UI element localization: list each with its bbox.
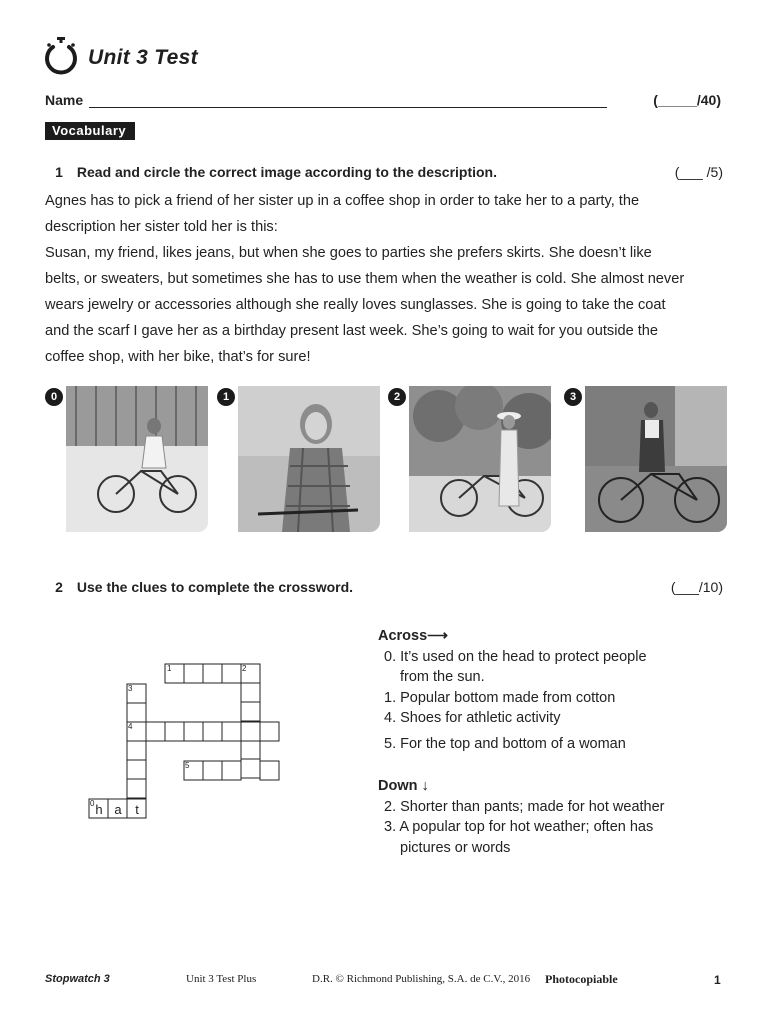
crossword-cell[interactable]	[241, 759, 260, 778]
across-heading: Across⟶	[378, 628, 448, 644]
crossword-cell[interactable]	[127, 703, 146, 722]
total-score: (_____/40)	[653, 92, 721, 108]
name-field[interactable]	[89, 107, 607, 108]
down-clue: 3. A popular top for hot weather; often has	[384, 819, 654, 835]
photo-woman-sunglasses-bike[interactable]	[66, 386, 208, 532]
arrow-down-icon: ↓	[421, 778, 429, 794]
photo-label-2: 2	[388, 388, 406, 406]
question-1-number: 1	[55, 164, 63, 180]
footer-copyright: D.R. © Richmond Publishing, S.A. de C.V., 2016	[312, 973, 531, 985]
crossword-cell[interactable]	[260, 761, 279, 780]
passage-line: and the scarf I gave her as a birthday present last week. She’s going to wait for you outside the	[45, 323, 659, 339]
crossword-cell[interactable]	[260, 722, 279, 741]
crossword-cell[interactable]	[127, 741, 146, 760]
footer-brand: Stopwatch 3	[45, 973, 110, 985]
crossword-number-1: 1	[167, 664, 172, 673]
question-1-instruction: Read and circle the correct image according to the description.	[76, 164, 497, 180]
crossword-cell[interactable]	[127, 760, 146, 779]
across-clue: 5. For the top and bottom of a woman	[384, 735, 626, 752]
photo-woman-hat-bike[interactable]	[409, 386, 551, 532]
crossword-cell[interactable]	[165, 722, 184, 741]
crossword-cell[interactable]	[241, 683, 260, 702]
crossword-cell[interactable]	[241, 740, 260, 759]
crossword-cell[interactable]	[241, 722, 260, 741]
arrow-right-icon: ⟶	[427, 628, 448, 644]
question-1-heading	[45, 164, 723, 180]
crossword-cell[interactable]	[127, 779, 146, 798]
crossword-cell[interactable]	[222, 722, 241, 741]
crossword-cell[interactable]	[184, 722, 203, 741]
crossword-cell[interactable]	[146, 722, 165, 741]
footer-photocopiable: Photocopiable	[545, 972, 618, 986]
across-clue: 4. Shoes for athletic activity	[384, 710, 561, 726]
section-label-vocabulary: Vocabulary	[45, 122, 135, 140]
across-clue: 0. It’s used on the head to protect people	[384, 648, 647, 665]
across-clue: 1. Popular bottom made from cotton	[384, 689, 616, 706]
passage-line: belts, or sweaters, but sometimes she has to use them when the weather is cold. She almost never	[45, 271, 685, 287]
stopwatch-logo-icon	[44, 36, 78, 76]
down-clue: 2. Shorter than pants; made for hot weather	[384, 798, 665, 815]
question-2-number: 2	[55, 579, 63, 595]
crossword-number-3: 3	[128, 684, 133, 693]
footer-test-name: Unit 3 Test Plus	[186, 973, 257, 985]
passage-line: coffee shop, with her bike, that’s for sure!	[45, 349, 311, 365]
crossword-grid	[85, 660, 285, 830]
question-2-heading	[45, 579, 723, 595]
question-1-score: (___ /5)	[674, 164, 723, 180]
crossword-letter: a	[114, 802, 122, 817]
crossword-letter: t	[135, 802, 139, 817]
photo-label-3: 3	[564, 388, 582, 406]
question-2-score: (___/10)	[670, 579, 723, 595]
crossword-number-0: 0	[90, 799, 95, 808]
question-2-instruction: Use the clues to complete the crossword.	[76, 579, 354, 595]
passage-line: wears jewelry or accessories although she really loves sunglasses. She is going to take the coat	[45, 297, 666, 313]
crossword-cell[interactable]	[222, 761, 241, 780]
name-label: Name	[45, 92, 84, 108]
reading-passage	[45, 188, 729, 370]
crossword-cell[interactable]	[241, 702, 260, 721]
crossword-cell[interactable]	[203, 664, 222, 683]
photo-label-0: 0	[45, 388, 63, 406]
crossword-cell[interactable]	[203, 722, 222, 741]
photo-woman-coat-scarf-bike[interactable]	[585, 386, 727, 532]
photo-label-1: 1	[217, 388, 235, 406]
page-number: 1	[714, 973, 721, 987]
photo-woman-checked-shirt-bike[interactable]	[238, 386, 380, 532]
crossword-number-2: 2	[242, 664, 247, 673]
crossword-number-5: 5	[185, 761, 190, 770]
passage-line: description her sister told her is this:	[45, 219, 278, 235]
name-row	[45, 92, 725, 112]
crossword-cell[interactable]	[222, 664, 241, 683]
crossword-letter: h	[95, 802, 103, 817]
across-clue-continued: from the sun.	[400, 669, 485, 685]
crossword-number-4: 4	[128, 722, 133, 731]
passage-line: Agnes has to pick a friend of her sister up in a coffee shop in order to take her to a party, the	[45, 193, 640, 209]
crossword-cell[interactable]	[184, 664, 203, 683]
down-heading: Down ↓	[378, 778, 429, 794]
crossword-cell[interactable]	[203, 761, 222, 780]
crossword-clues	[378, 626, 718, 858]
down-clue-continued: pictures or words	[400, 839, 511, 856]
page-title: Unit 3 Test	[88, 46, 198, 69]
passage-line: Susan, my friend, likes jeans, but when she goes to parties she prefers skirts. She doesn’t like	[45, 245, 652, 261]
